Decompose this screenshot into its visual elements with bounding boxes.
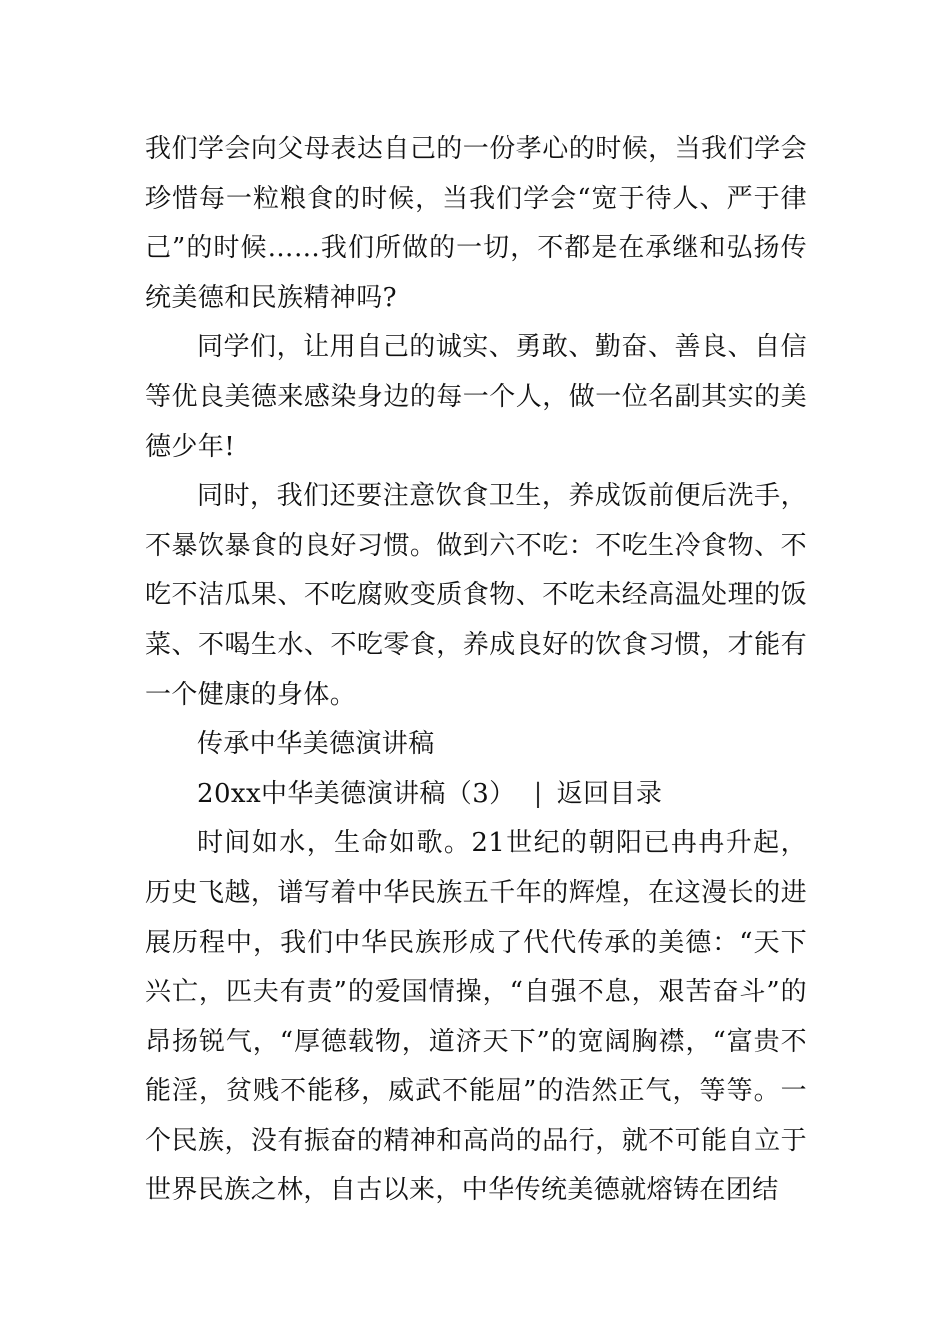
document-body bbox=[145, 125, 807, 1216]
section-title: 传承中华美德演讲稿 bbox=[197, 729, 435, 760]
back-to-toc-link[interactable]: 返回目录 bbox=[556, 778, 663, 809]
nav-separator: | bbox=[533, 778, 543, 809]
section-subtitle: 20xx中华美德演讲稿（3） bbox=[197, 778, 516, 809]
paragraph-1: 我们学会向父母表达自己的一份孝心的时候，当我们学会珍惜每一粒粮食的时候，当我们学会“宽于待人、严于律己”的时候……我们所做的一切，不都是在承继和弘扬传统美德和民族精神吗? bbox=[145, 134, 807, 313]
paragraph-3: 同时，我们还要注意饮食卫生，养成饭前便后洗手，不暴饮暴食的良好习惯。做到六不吃：不吃生冷食物、不吃不洁瓜果、不吃腐败变质食物、不吃未经高温处理的饭菜、不喝生水、不吃零食，养成良好的饮食习惯，才能有一个健康的身体。 bbox=[145, 481, 807, 710]
paragraph-2: 同学们，让用自己的诚实、勇敢、勤奋、善良、自信等优良美德来感染身边的每一个人，做一位名副其实的美德少年! bbox=[145, 332, 807, 462]
section-subtitle-line bbox=[145, 770, 807, 820]
paragraph-5: 时间如水，生命如歌。21世纪的朝阳已冉冉升起，历史飞越，谱写着中华民族五千年的辉煌，在这漫长的进展历程中，我们中华民族形成了代代传承的美德：“天下兴亡，匹夫有责”的爱国情操，“自强不息，艰苦奋斗”的昂扬锐气，“厚德载物，道济天下”的宽阔胸襟，“富贵不能淫，贫贱不能移，威武不能屈”的浩然正气，等等。一个民族，没有振奋的精神和高尚的品行，就不可能自立于世界民族之林，自古以来，中华传统美德就熔铸在团结 bbox=[145, 828, 807, 1206]
